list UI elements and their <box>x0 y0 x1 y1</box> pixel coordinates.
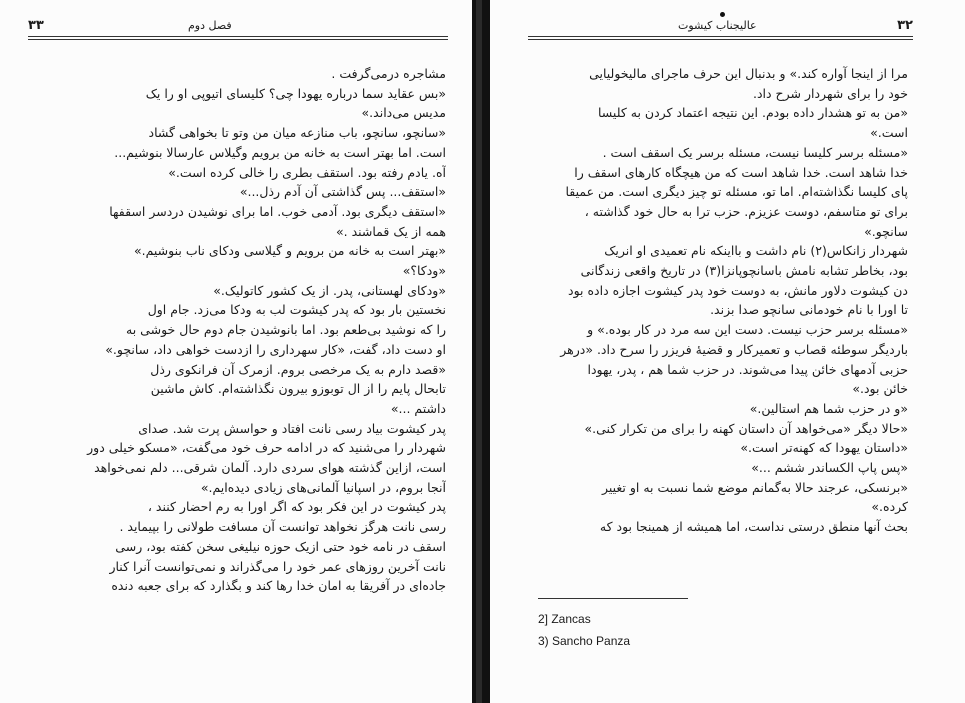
left-page <box>0 0 472 703</box>
page-number: ۳۲ <box>897 18 913 33</box>
text-line: دن کیشوت دلاور مانش، به دوست خود پدر کیشوت اجازه داده بود <box>568 282 908 298</box>
text-line: سانچو.» <box>864 223 908 239</box>
text-line: آه. یادم رفته بود. استقف بطری را خالی کرده است.» <box>168 164 446 180</box>
text-line: «بهتر است به خانه من برویم و گیلاسی ودکای ناب بنوشیم.» <box>133 243 446 259</box>
text-line: تابحال پایم را از ال توبوزو بیرون نگذاشته‌ام. کاش ماشین <box>150 381 446 397</box>
text-line: خائن بود.» <box>852 381 908 397</box>
text-line: «حالا دیگر «می‌خواهد آن داستان کهنه را برای من تکرار کنی.» <box>584 420 908 436</box>
text-line: «من به تو هشدار داده بودم. این نتیجه اعتماد کردن به کلیسا <box>597 105 908 121</box>
text-line: «پس پاپ الکساندر ششم ...» <box>751 460 908 476</box>
running-head: فصل دوم <box>188 19 232 32</box>
text-line: مدیس می‌داند.» <box>361 105 446 121</box>
footnotes <box>538 608 630 652</box>
text-line: «برنسکی، عرجند حالا به‌گمانم موضع شما نسبت به او تغییر <box>601 479 908 495</box>
text-line: را که نوشید بی‌طعم بود. اما بانوشیدن جام دوم حال خوشی به <box>126 322 446 338</box>
left-page-header <box>28 14 448 40</box>
running-head: عالیجناب کیشوت <box>678 19 757 32</box>
text-line: نخستین بار بود که پدر کیشوت لب به ودکا می‌زد. جام اول <box>147 302 446 318</box>
text-line: اسقف در نامه خود حتی ازیک حوزه نیلیغی سخن کفته بود، رسی <box>115 538 446 554</box>
text-line: «قصد دارم به یک مرخصی بروم. ازمرک آن فرانکوی رذل <box>150 361 446 377</box>
text-line: «ودکای لهستانی، پدر. از یک کشور کاتولیک.» <box>213 282 446 298</box>
text-line: پای کلیسا نگذاشته‌ام. اما تو، مسئله تو چیز دیگری است. من عمیقا <box>565 184 908 200</box>
text-line: بحث آنها منطق درستی نداست، اما همیشه از همینجا بود که <box>599 519 908 535</box>
text-line: پدر کیشوت در این فکر بود که اگر اورا به رم احضار کنند ، <box>147 499 446 515</box>
right-page <box>490 0 965 703</box>
text-line: «مسئله برسر حزب نیست. دست این سه مرد در کار بوده.» و <box>587 322 908 338</box>
book-gutter-shadow <box>476 0 482 703</box>
text-line: پدر کیشوت بیاد رسی نانت افتاد و حواسش پرت شد. صدای <box>138 420 446 436</box>
text-line: مشاجره درمی‌گرفت . <box>331 66 446 81</box>
text-line: است. اما بهتر است به خانه من برویم وگیلاس عارسالا بنوشیم... <box>114 144 446 160</box>
text-line: «بس عقاید سما درباره یهودا چی؟ کلیسای اتیوپی او را یک <box>145 85 446 101</box>
text-line: شهردار زانکاس(۲) نام داشت و بااینکه نام تعمیدی او انریک <box>604 243 908 259</box>
text-line: «استقف... پس گذاشتی آن آدم رذل...» <box>239 184 446 200</box>
text-line: شهردار را می‌شنید که در ادامه حرف خود می‌گفت، «مسکو خیلی دور <box>87 440 446 456</box>
footnote: 3) Sancho Panza <box>538 634 631 648</box>
text-line: «سانچو، سانچو، باب منازعه میان من وتو تا بخواهی گشاد <box>148 125 446 141</box>
text-line: مرا از اینجا آواره کند.» و بدنبال این حرف ماجرای مالیخولیایی <box>589 66 908 81</box>
footnote: 2] Zancas <box>538 612 591 626</box>
right-page-header <box>528 14 913 40</box>
header-rule <box>528 36 913 37</box>
text-line: بود، بخاطر تشابه نامش باسانچوپانزا(۳) در تاریخ واقعی زندگانی <box>580 263 908 279</box>
text-line: آنجا بروم، در اسپانیا آلمانی‌های زیادی دیده‌ایم.» <box>200 479 446 495</box>
text-line: حزبی آدمهای خائن پیدا می‌شوند. در حزب شما هم ، پدر، یهودا <box>587 361 908 377</box>
text-line: است، ازاین گذشته هوای سردی دارد. آلمان شرقی... دلم نمی‌خواهد <box>94 460 446 476</box>
text-line: او دست داد، گفت، «کار سهرداری را ازدست خواهی داد، سانچو.» <box>105 341 446 357</box>
body-text <box>530 64 908 537</box>
text-line: «مسئله برسر کلیسا نیست، مسئله برسر یک اسقف است . <box>602 144 908 160</box>
text-line: «داستان یهودا که کهنه‌تر است.» <box>740 440 908 456</box>
text-line: داشتم ...» <box>390 400 446 416</box>
text-line: «استقف دیگری بود. آدمی خوب. اما برای نوشیدن دردسر اسقفها <box>109 203 446 219</box>
text-line: خدا شاهد است. خدا شاهد است که من هیچگاه کارهای اسقف را <box>574 164 908 180</box>
page-number: ۳۳ <box>28 18 44 33</box>
text-line: نانت آخرین روزهای عمر خود را می‌گذراند و نمی‌توانست آنرا کنار <box>109 558 446 574</box>
text-line: خود را برای شهردار شرح داد. <box>753 85 908 101</box>
header-rule <box>28 36 448 37</box>
body-text <box>34 64 446 596</box>
footnote-rule <box>538 598 688 599</box>
text-line: رسی نانت هرگز نخواهد توانست آن مسافت طولانی را بپیماید . <box>119 519 446 535</box>
text-line: «ودکا؟» <box>402 263 446 279</box>
text-line: است.» <box>870 125 908 141</box>
text-line: «و در حزب شما هم استالین.» <box>749 400 908 416</box>
text-line: جاده‌ای در آفریقا به امان خدا رها کند و بگذارد که برای جعبه دنده <box>111 578 446 594</box>
text-line: باردیگر سوطئه قصاب و تعمیرکار و قضیهٔ فریزر را سرح داد. «درهر <box>560 341 908 357</box>
text-line: تا اورا با نام خودمانی سانچو صدا بزند. <box>710 302 908 318</box>
text-line: همه از یک قماشند .» <box>335 223 446 239</box>
header-rule <box>528 39 913 40</box>
header-rule <box>28 39 448 40</box>
text-line: کرده.» <box>871 499 908 515</box>
text-line: برای تو متاسفم، دوست عزیزم. حزب ترا به حال خود گذاشته ، <box>584 203 908 219</box>
